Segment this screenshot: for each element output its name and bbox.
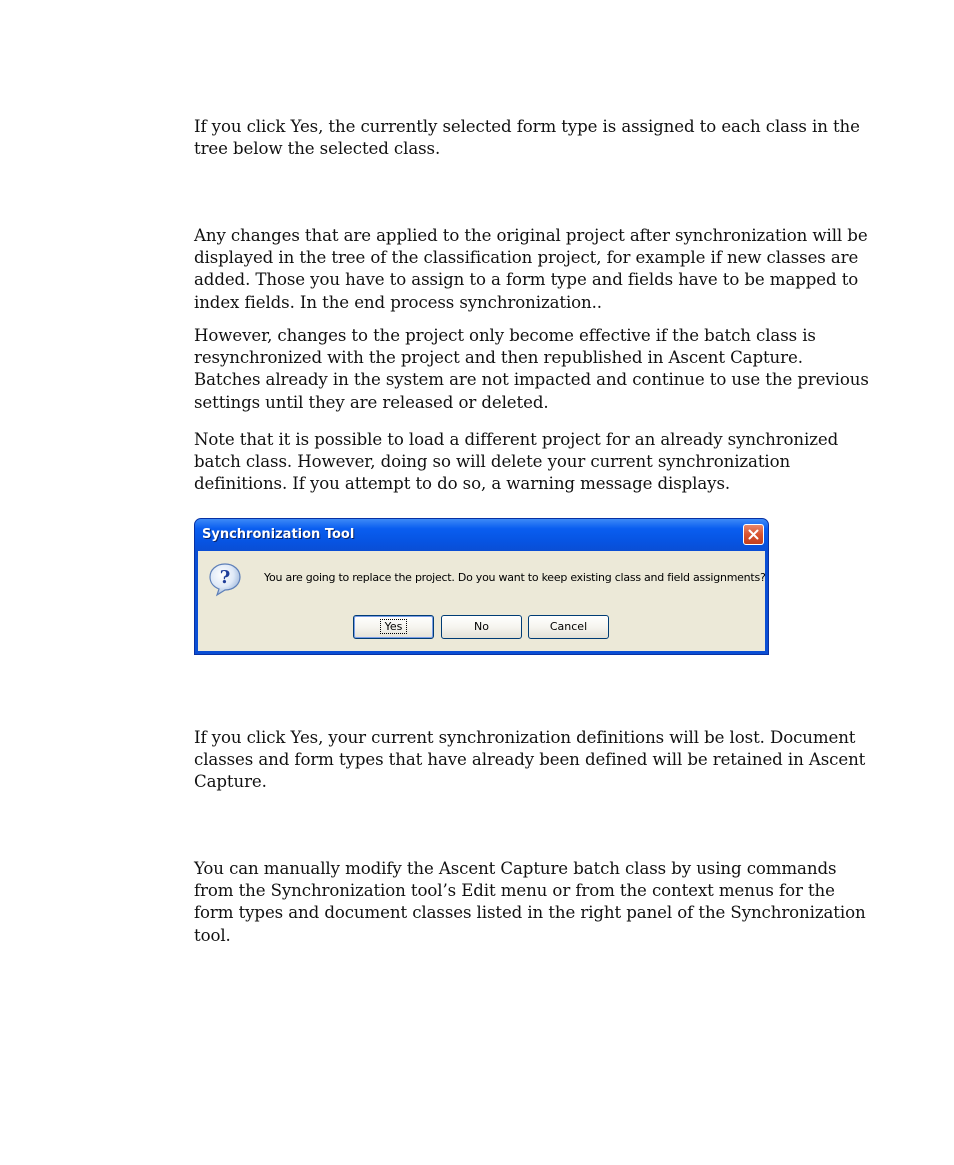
no-button-label: No [474,620,489,633]
question-icon [207,561,243,597]
cancel-button-label: Cancel [549,620,588,633]
svg-text:?: ? [219,567,231,588]
paragraph-load-different-project: Note that it is possible to load a different project for an already synchronized batch class. However, doing so will delete your current synchronization definitions. If you attempt to do so, a warning message displays. [194,430,839,494]
paragraph-click-yes-assign: If you click Yes, the currently selected form type is assigned to each class in the tree below the selected class. [194,117,860,159]
synchronization-tool-dialog [194,518,769,655]
close-button[interactable] [743,524,764,545]
paragraph-manual-modify: You can manually modify the Ascent Capture batch class by using commands from the Synchronization tool’s Edit menu or from the context menus for the form types and document classes listed in the right panel of the Synchronization tool. [194,859,866,945]
paragraph-resynchronize: However, changes to the project only become effective if the batch class is resynchronized with the project and then republished in Ascent Capture. Batches already in the system are not impacted and continue to use the previous settings until they are released or deleted. [194,326,869,412]
no-button[interactable] [441,615,522,639]
close-icon [748,529,759,540]
paragraph-changes-applied: Any changes that are applied to the original project after synchronization will be displayed in the tree of the classification project, for example if new classes are added. Those you have to assign to a form type and fields have to be mapped to index fields. In the end process synchronization.. [194,226,868,312]
yes-button[interactable] [353,615,434,639]
dialog-body [198,551,765,651]
dialog-titlebar[interactable] [195,519,768,551]
dialog-message: You are going to replace the project. Do you want to keep existing class and field assignments? [264,571,766,584]
dialog-title: Synchronization Tool [202,527,355,542]
yes-button-label: Yes [380,619,408,634]
cancel-button[interactable] [528,615,609,639]
paragraph-definitions-lost: If you click Yes, your current synchronization definitions will be lost. Document classes and form types that have already been defined will be retained in Ascent Capture. [194,728,866,792]
